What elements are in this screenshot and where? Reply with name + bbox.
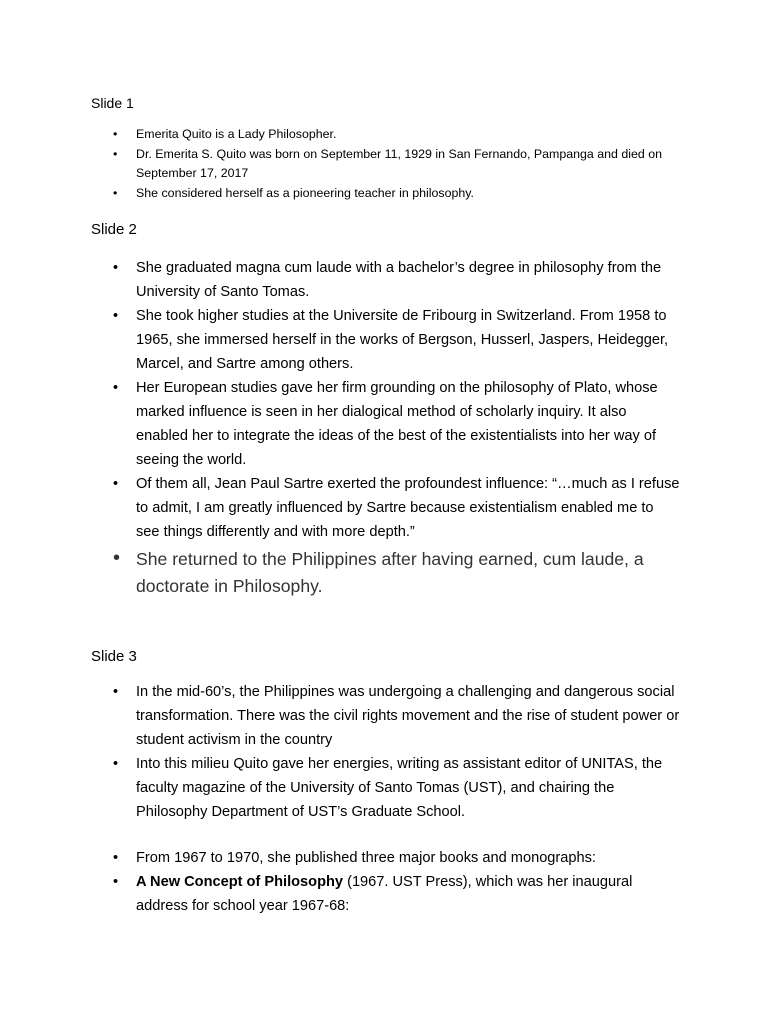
list-item bbox=[0, 472, 681, 544]
bullet-text: • Dr. Emerita S. Quito was born on September 11, 1929 in San Fernando, Pampanga and died on September 17, 2017 bbox=[136, 147, 663, 180]
bullet-text bbox=[136, 870, 681, 918]
bullet-text: • Emerita Quito is a Lady Philosopher. bbox=[136, 127, 337, 141]
bullet-text: • Into this milieu Quito gave her energies, writing as assistant editor of UNITAS, the faculty magazine of the University of Santo Tomas (UST), and chairing the Philosophy Department of UST’s Graduate School. bbox=[136, 756, 663, 820]
list-item bbox=[0, 680, 681, 752]
list-item bbox=[0, 184, 696, 203]
list-item bbox=[0, 752, 681, 824]
bullet-text: • She returned to the Philippines after having earned, cum laude, a doctorate in Philosophy. bbox=[136, 549, 644, 596]
slide-3-bullet-list bbox=[0, 680, 681, 918]
slide-1-heading: Slide 1 bbox=[91, 95, 134, 111]
list-item bbox=[0, 304, 681, 376]
slide-1-bullet-list bbox=[0, 125, 696, 204]
bullet-text: • She considered herself as a pioneering teacher in philosophy. bbox=[136, 186, 474, 200]
bullet-text: • Of them all, Jean Paul Sartre exerted the profoundest influence: “…much as I refuse to admit, I am greatly influenced by Sartre because existentialism enabled me to see things differently and with more depth.” bbox=[136, 476, 680, 540]
slide-2-bullet-list bbox=[0, 256, 681, 600]
list-item bbox=[0, 125, 696, 144]
bullet-text: • She graduated magna cum laude with a bachelor’s degree in philosophy from the University of Santo Tomas. bbox=[136, 260, 662, 300]
list-item bbox=[0, 376, 681, 472]
bullet-text: • In the mid-60’s, the Philippines was undergoing a challenging and dangerous social transformation. There was the civil rights movement and the rise of student power or student activism in the country bbox=[136, 684, 680, 748]
book-details: (1967. UST Press), which was her inaugural address for school year 1967-68: bbox=[136, 874, 633, 914]
list-item bbox=[0, 846, 681, 870]
book-title: A New Concept of Philosophy bbox=[136, 874, 344, 890]
list-item bbox=[0, 870, 681, 918]
bullet-text: • From 1967 to 1970, she published three major books and monographs: bbox=[136, 850, 596, 866]
slide-3-heading: Slide 3 bbox=[91, 648, 137, 665]
bullet-text: • She took higher studies at the Universite de Fribourg in Switzerland. From 1958 to 1965, she immersed herself in the works of Bergson, Husserl, Jaspers, Heidegger, Marcel, and Sartre among others. bbox=[136, 308, 669, 372]
list-item bbox=[0, 145, 696, 183]
bullet-text: • Her European studies gave her firm grounding on the philosophy of Plato, whose marked influence is seen in her dialogical method of scholarly inquiry. It also enabled her to integrate the ideas of the best of the existentialists into her way of seeing the world. bbox=[136, 380, 658, 468]
list-item bbox=[0, 546, 681, 600]
slide-2-heading: Slide 2 bbox=[91, 221, 137, 238]
list-item bbox=[0, 256, 681, 304]
